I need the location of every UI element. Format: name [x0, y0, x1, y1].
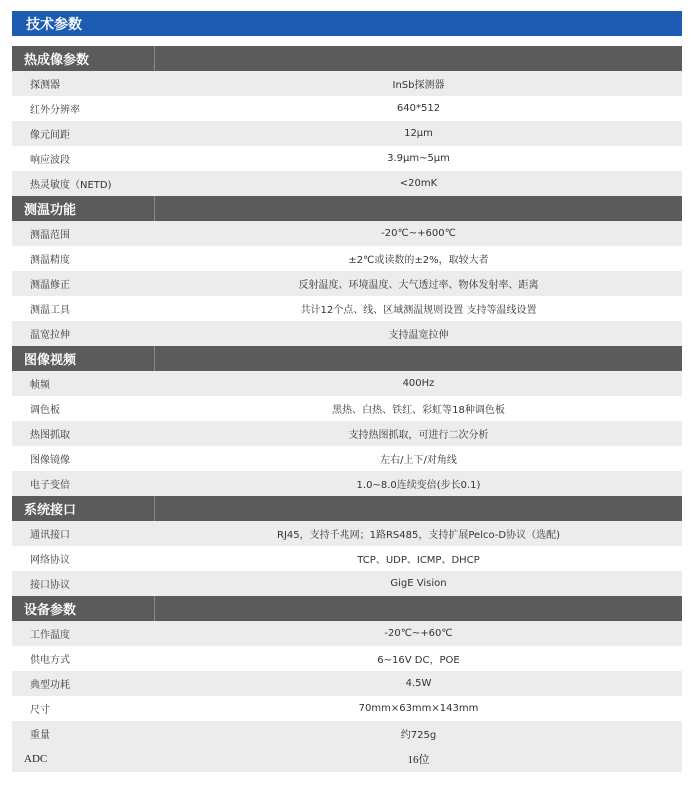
param-name: 网络协议 [30, 555, 70, 566]
section-header [12, 496, 682, 521]
page-title: 技术参数 [12, 11, 682, 36]
param-value: 3.9μm~5μm [387, 153, 450, 164]
table-row [12, 146, 682, 171]
param-name: 接口协议 [30, 580, 70, 591]
param-value: 反射温度、环境温度、大气透过率、物体发射率、距离 [298, 280, 539, 291]
table-row [12, 371, 682, 396]
param-name: 热图抓取 [30, 430, 70, 441]
param-value: <20mK [399, 178, 438, 189]
param-value: 4.5W [405, 678, 432, 689]
spec-table [12, 46, 682, 772]
table-row [12, 171, 682, 196]
param-name: 温宽拉伸 [30, 330, 70, 341]
section-title: 系统接口 [12, 496, 155, 521]
section-title: 热成像参数 [12, 46, 155, 71]
param-name: 响应波段 [30, 155, 70, 166]
param-name: 热灵敏度（NETD) [30, 180, 112, 191]
param-name: 测温工具 [30, 305, 70, 316]
param-name: 测温精度 [30, 255, 70, 266]
param-value: RJ45，支持千兆网；1路RS485，支持扩展Pelco-D协议（选配) [277, 530, 560, 541]
table-row [12, 421, 682, 446]
param-name: 帧频 [30, 380, 50, 391]
section-title: 设备参数 [12, 596, 155, 621]
table-row [12, 396, 682, 421]
param-value: 共计12个点、线、区域测温规则设置 支持等温线设置 [300, 305, 537, 316]
param-name: 工作温度 [30, 630, 70, 641]
param-value: 支持温宽拉伸 [388, 330, 449, 341]
param-name: 红外分辨率 [30, 105, 80, 116]
param-value: TCP、UDP、ICMP、DHCP [357, 555, 480, 566]
param-value: 640*512 [396, 103, 441, 114]
param-name: 调色板 [30, 405, 60, 416]
param-value: -20℃~+60℃ [384, 628, 453, 639]
table-row [12, 296, 682, 321]
param-value: 约725g [400, 730, 437, 741]
table-row [12, 746, 682, 772]
param-value: 支持热图抓取，可进行二次分析 [348, 430, 489, 441]
table-row [12, 96, 682, 121]
table-row [12, 221, 682, 246]
section-header [12, 346, 682, 371]
param-name: 像元间距 [30, 130, 70, 141]
param-value: 400Hz [402, 378, 435, 389]
table-row [12, 121, 682, 146]
param-value: 12μm [404, 128, 433, 139]
param-name: 典型功耗 [30, 680, 70, 691]
table-row [12, 696, 682, 721]
section-header [12, 596, 682, 621]
param-name: 图像镜像 [30, 455, 70, 466]
param-value: 1.0~8.0连续变倍(步长0.1) [356, 480, 481, 491]
table-row [12, 446, 682, 471]
section-header [12, 196, 682, 221]
table-row [12, 246, 682, 271]
table-row [12, 621, 682, 646]
param-name: 测温范围 [30, 230, 70, 241]
table-row [12, 471, 682, 496]
param-value: GigE Vision [390, 578, 447, 589]
param-value: -20℃~+600℃ [381, 228, 456, 239]
param-name: 测温修正 [30, 280, 70, 291]
param-name: 通讯接口 [30, 530, 70, 541]
section-header [12, 46, 682, 71]
table-row [12, 721, 682, 746]
table-row [12, 321, 682, 346]
param-name: 探测器 [30, 80, 60, 91]
table-row [12, 271, 682, 296]
table-row [12, 546, 682, 571]
param-value: 16位 [407, 754, 430, 766]
param-name: 电子变倍 [30, 480, 70, 491]
table-row [12, 671, 682, 696]
table-row [12, 521, 682, 546]
param-value: 6~16V DC，POE [377, 655, 460, 666]
param-name: ADC [24, 753, 48, 765]
table-row [12, 71, 682, 96]
table-row [12, 571, 682, 596]
param-value: InSb探测器 [392, 80, 445, 91]
table-row [12, 646, 682, 671]
param-name: 供电方式 [30, 655, 70, 666]
param-value: 黑热、白热、铁红、彩虹等18种调色板 [332, 405, 505, 416]
section-title: 测温功能 [12, 196, 155, 221]
param-value: ±2℃或读数的±2%，取较大者 [348, 255, 489, 266]
param-name: 重量 [30, 730, 50, 741]
section-title: 图像视频 [12, 346, 155, 371]
param-name: 尺寸 [30, 705, 50, 716]
param-value: 左右/上下/对角线 [380, 455, 457, 466]
param-value: 70mm×63mm×143mm [358, 703, 479, 714]
